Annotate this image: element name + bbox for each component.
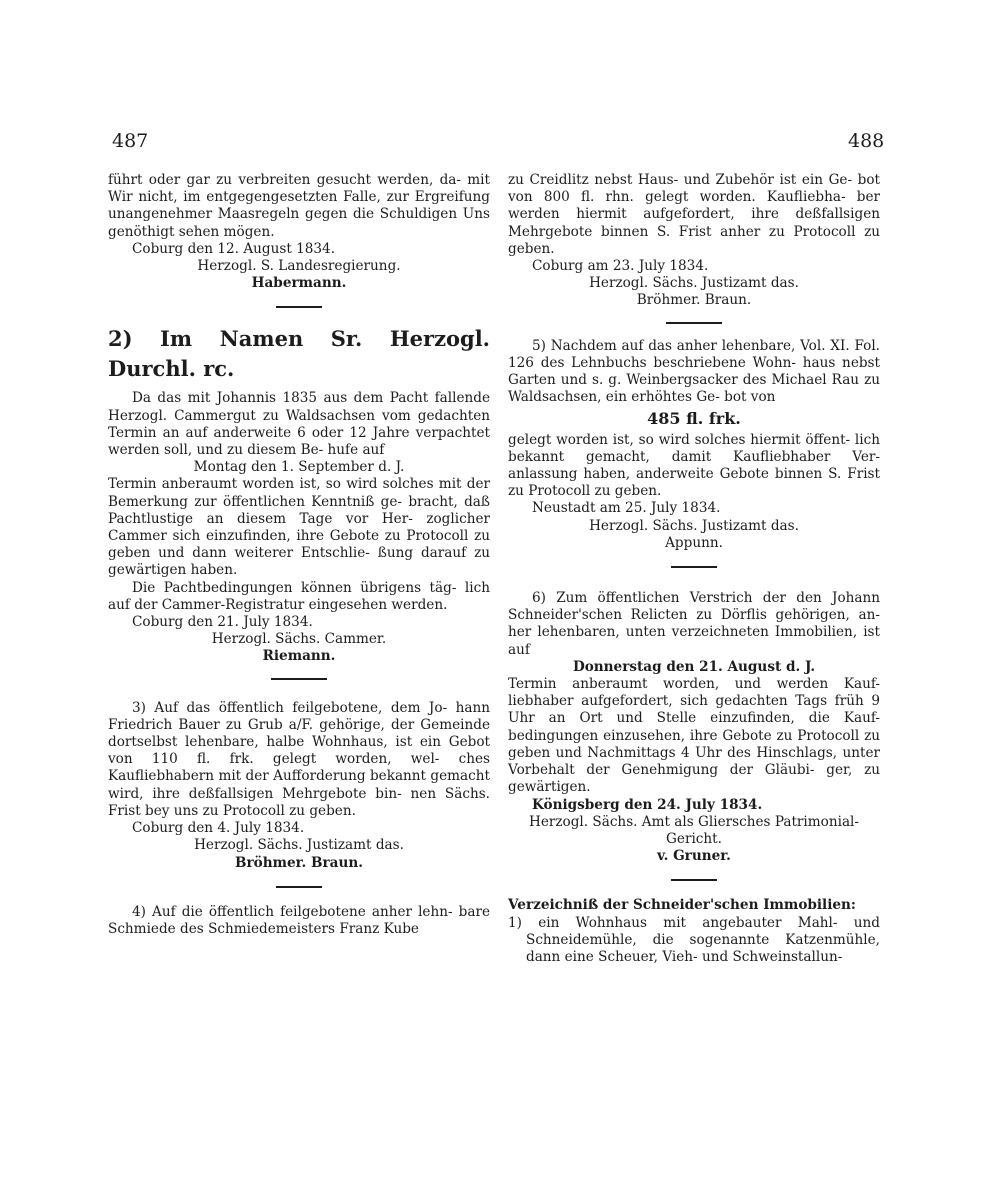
- signatory: Bröhmer. Braun.: [235, 854, 363, 871]
- right-column: [508, 172, 880, 966]
- section-divider: [276, 886, 322, 888]
- notice-paragraph: Termin anberaumt worden ist, so wird solches mit der Bemerkung zur öffentlichen Kenntniß ge- bracht, daß Pachtlustige an diesem Tage vor Her- zoglicher Cammer sich einzufinden, ihre Gebote zu Protocoll zu geben und dann weiterer Entschlie- ßung darauf zu gewärtigen haben.: [108, 476, 490, 579]
- issuing-authority: Herzogl. Sächs. Justizamt das.: [589, 275, 799, 292]
- notice-date: Neustadt am 25. July 1834.: [532, 500, 721, 517]
- section-divider: [666, 322, 722, 324]
- issuing-authority: Herzogl. Sächs. Cammer.: [211, 631, 387, 648]
- notice-date: Coburg den 21. July 1834.: [132, 614, 313, 631]
- continued-paragraph: zu Creidlitz nebst Haus- und Zubehör ist ein Ge- bot von 800 fl. rhn. gelegt worden. Kaufliebha- ber werden hiermit aufgefordert, ihre deßfallsigen Mehrgebote binnen S. Frist anher zu Protocoll zu geben.: [508, 172, 880, 257]
- signatory: Habermann.: [251, 275, 347, 292]
- notice-date: Coburg am 23. July 1834.: [532, 258, 709, 275]
- section-divider: [276, 306, 322, 308]
- list-heading: Verzeichniß der Schneider'schen Immobilien:: [508, 897, 856, 914]
- signatory: v. Gruner.: [657, 848, 731, 865]
- page-number-right: 488: [848, 130, 885, 152]
- issuing-authority: Herzogl. Sächs. Justizamt das.: [194, 837, 404, 854]
- signatory: Riemann.: [262, 648, 336, 665]
- notice-paragraph: 5) Nachdem auf das anher lehenbare, Vol. XI. Fol. 126 des Lehnbuchs beschriebene Wohn- haus nebst Garten und s. g. Weinbergsacker des Michael Rau zu Waldsachsen, ein erhöhtes Ge- bot von: [508, 337, 880, 406]
- notice-paragraph: 3) Auf das öffentlich feilgebotene, dem Jo- hann Friedrich Bauer zu Grub a/F. gehörige, der Gemeinde dortselbst lehenbare, halbe Wohnhaus, ist ein Gebot von 110 fl. frk. gelegt worden, wel- ches Kaufliebhabern mit der Aufforderung bekannt gemacht wird, ihre deßfallsigen Mehrgebote bin- nen Sächs. Frist bey uns zu Protocoll zu geben.: [108, 699, 490, 819]
- notice-paragraph: Die Pachtbedingungen können übrigens täg- lich auf der Cammer-Registratur eingesehen werden.: [108, 579, 490, 613]
- issuing-authority: Herzogl. Sächs. Amt als Gliersches Patrimonial- Gericht.: [528, 813, 860, 847]
- notice-paragraph: 4) Auf die öffentlich feilgebotene anher lehn- bare Schmiede des Schmiedemeisters Franz Kube: [108, 903, 490, 937]
- list-item: 1) ein Wohnhaus mit angebauter Mahl- und Schneidemühle, die sogenannte Katzenmühle, dann eine Scheuer, Vieh- und Schweinstallun-: [508, 914, 880, 965]
- appointment-date: Donnerstag den 21. August d. J.: [572, 658, 816, 675]
- issuing-authority: Herzogl. Sächs. Justizamt das.: [589, 517, 799, 534]
- notice-paragraph: Da das mit Johannis 1835 aus dem Pacht fallende Herzogl. Cammergut zu Waldsachsen vom gedachten Termin an auf anderweite 6 oder 12 Jahre verpachtet werden soll, und zu diesem Be- hufe auf: [108, 390, 490, 459]
- section-divider: [271, 678, 327, 680]
- section-divider: [671, 566, 717, 568]
- bid-amount: 485 fl. frk.: [647, 409, 741, 429]
- signatory: Appunn.: [665, 534, 723, 551]
- notice-paragraph: Termin anberaumt worden, und werden Kauf- liebhaber aufgefordert, sich gedachten Tags früh 9 Uhr an Ort und Stelle einzufinden, die Kauf- bedingungen einzusehen, ihre Gebote zu Protocoll zu geben und Nachmittags 4 Uhr des Hinschlags, unter Vorbehalt der Genehmigung der Gläubi- ger, zu gewärtigen.: [508, 676, 880, 796]
- notice-paragraph: gelegt worden ist, so wird solches hiermit öffent- lich bekannt gemacht, damit Kaufliebhaber Ver- anlassung haben, anderweite Gebote binnen S. Frist zu Protocoll zu geben.: [508, 431, 880, 500]
- notice-heading: 2) Im Namen Sr. Herzogl. Durchl. rc.: [108, 326, 490, 382]
- page-number-left: 487: [112, 130, 149, 152]
- appointment-date: Montag den 1. September d. J.: [193, 459, 405, 476]
- signatory: Bröhmer. Braun.: [636, 292, 752, 309]
- issuing-authority: Herzogl. S. Landesregierung.: [197, 258, 401, 275]
- notice-date: Coburg den 12. August 1834.: [132, 240, 336, 257]
- notice-paragraph: 6) Zum öffentlichen Verstrich der den Johann Schneider'schen Relicten zu Dörflis gehörigen, an- her lehenbaren, unten verzeichneten Immobilien, ist auf: [508, 590, 880, 658]
- left-column: [108, 172, 490, 938]
- notice-date: Coburg den 4. July 1834.: [132, 820, 305, 837]
- continued-paragraph: führt oder gar zu verbreiten gesucht werden, da- mit Wir nicht, im entgegengesetzten Falle, zur Ergreifung unangenehmer Maasregeln gegen die Schuldigen Uns genöthigt sehen mögen.: [108, 172, 490, 240]
- section-divider: [671, 879, 717, 881]
- notice-date: Königsberg den 24. July 1834.: [532, 796, 763, 813]
